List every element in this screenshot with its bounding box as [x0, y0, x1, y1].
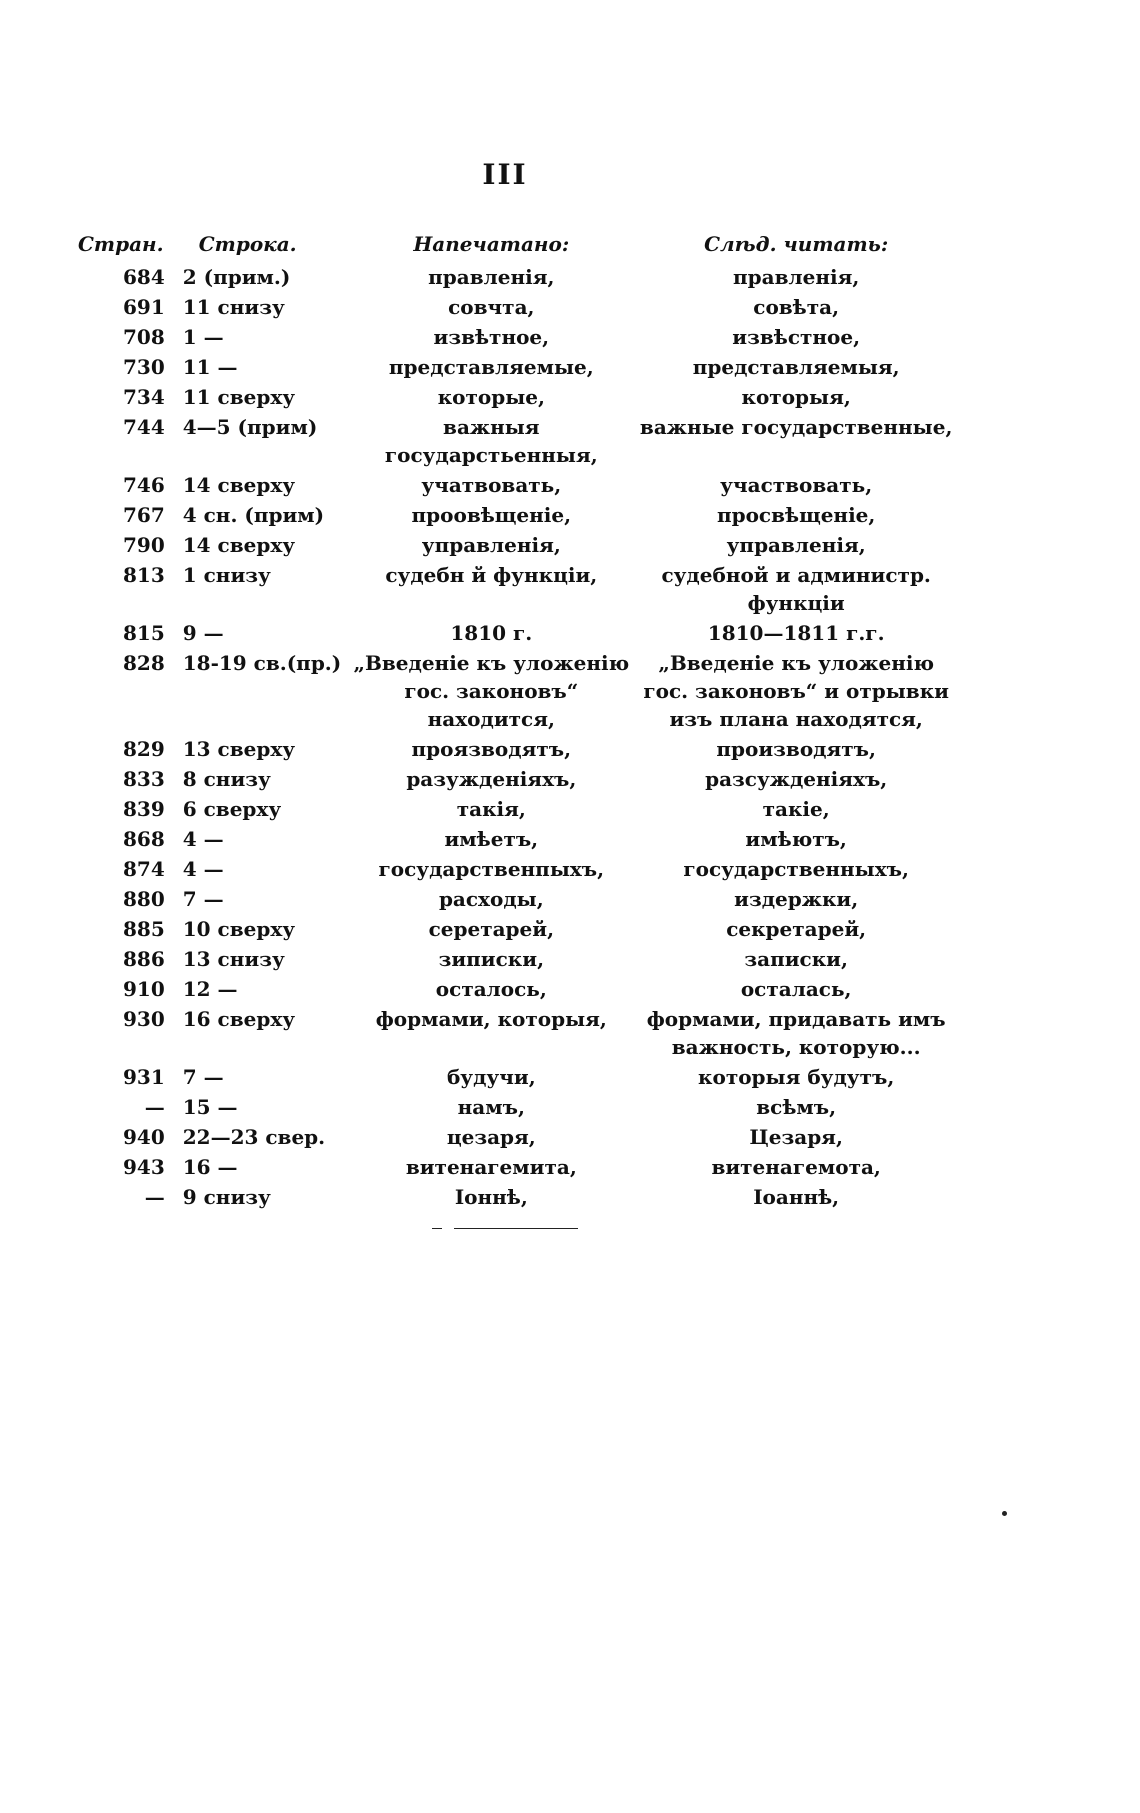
- errata-line: 4 сн. (прим): [182, 503, 325, 527]
- errata-line: 1 —: [182, 325, 224, 349]
- errata-printed: зиписки,: [438, 947, 545, 971]
- errata-read: просвѣщеніе,: [716, 503, 876, 527]
- errata-line: 13 снизу: [182, 947, 285, 971]
- errata-row: [78, 794, 958, 824]
- errata-page: 868: [123, 827, 165, 851]
- errata-line: 6 сверху: [182, 797, 282, 821]
- errata-printed: учатвовать,: [421, 473, 562, 497]
- errata-page: 943: [123, 1155, 165, 1179]
- errata-printed: имѣетъ,: [444, 827, 539, 851]
- header-read: Слѣд. читать:: [704, 232, 889, 256]
- errata-page: 746: [123, 473, 165, 497]
- errata-printed: „Введеніе къ уложенію гос. законовъ“ находится,: [353, 651, 630, 731]
- errata-page: 828: [123, 651, 165, 675]
- errata-line: 7 —: [182, 887, 224, 911]
- header-printed: Напечатано:: [413, 232, 570, 256]
- errata-read: осталась,: [740, 977, 852, 1001]
- errata-line: 14 сверху: [182, 533, 296, 557]
- errata-page: —: [144, 1185, 165, 1209]
- errata-row: [78, 854, 958, 884]
- errata-line: 15 —: [182, 1095, 238, 1119]
- errata-row: [78, 1122, 958, 1152]
- errata-line: 11 снизу: [182, 295, 285, 319]
- errata-row: [78, 1062, 958, 1092]
- errata-page: 813: [123, 563, 165, 587]
- errata-row: [78, 500, 958, 530]
- errata-row: [78, 764, 958, 794]
- errata-read: секретарей,: [726, 917, 867, 941]
- errata-read: совѣта,: [753, 295, 840, 319]
- end-separator-gap: [442, 1228, 454, 1231]
- errata-row: [78, 1182, 958, 1212]
- errata-read: „Введеніе къ уложенію гос. законовъ“ и отрывки изъ плана находятся,: [643, 651, 949, 731]
- errata-line: 1 снизу: [182, 563, 271, 587]
- errata-read: которыя,: [741, 385, 851, 409]
- errata-read: формами, придавать имъ важность, которую...: [646, 1007, 946, 1059]
- errata-page: 910: [123, 977, 165, 1001]
- errata-page: 833: [123, 767, 165, 791]
- errata-page: 734: [123, 385, 165, 409]
- errata-page: 767: [123, 503, 165, 527]
- errata-line: 18-19 св.(пр.): [182, 651, 342, 675]
- errata-read: государственныхъ,: [683, 857, 909, 881]
- errata-read: важные государственные,: [639, 415, 953, 439]
- errata-line: 12 —: [182, 977, 238, 1001]
- errata-body: [78, 262, 958, 1212]
- errata-page: 930: [123, 1007, 165, 1031]
- errata-printed: представляемые,: [388, 355, 594, 379]
- errata-row: [78, 1004, 958, 1062]
- errata-read: которыя будутъ,: [698, 1065, 895, 1089]
- errata-printed: судебн й функціи,: [385, 563, 598, 587]
- errata-printed: проязводятъ,: [411, 737, 572, 761]
- errata-printed: которые,: [437, 385, 545, 409]
- errata-line: 10 сверху: [182, 917, 296, 941]
- errata-page: —: [144, 1095, 165, 1119]
- errata-page: 940: [123, 1125, 165, 1149]
- errata-line: 4 —: [182, 827, 224, 851]
- errata-line: 14 сверху: [182, 473, 296, 497]
- errata-read: представляемыя,: [692, 355, 900, 379]
- errata-page: 815: [123, 621, 165, 645]
- errata-header-row: [78, 230, 958, 262]
- errata-row: [78, 974, 958, 1004]
- header-line: Строка.: [198, 232, 297, 256]
- errata-read: записки,: [744, 947, 848, 971]
- errata-read: управленія,: [726, 533, 866, 557]
- errata-printed: разужденіяхъ,: [406, 767, 577, 791]
- errata-row: [78, 262, 958, 292]
- errata-printed: проовѣщеніе,: [411, 503, 572, 527]
- errata-row: [78, 322, 958, 352]
- errata-page: 744: [123, 415, 165, 439]
- errata-line: 11 сверху: [182, 385, 296, 409]
- errata-printed: 1810 г.: [450, 621, 533, 645]
- errata-printed: серетарей,: [428, 917, 555, 941]
- errata-line: 9 снизу: [182, 1185, 271, 1209]
- errata-page: 886: [123, 947, 165, 971]
- errata-line: 16 —: [182, 1155, 238, 1179]
- errata-row: [78, 1092, 958, 1122]
- errata-line: 22—23 свер.: [182, 1125, 326, 1149]
- errata-row: [78, 470, 958, 500]
- errata-read: производятъ,: [716, 737, 876, 761]
- errata-line: 7 —: [182, 1065, 224, 1089]
- errata-printed: цезаря,: [446, 1125, 536, 1149]
- errata-row: [78, 914, 958, 944]
- errata-page: 790: [123, 533, 165, 557]
- errata-read: имѣютъ,: [745, 827, 847, 851]
- errata-line: 16 сверху: [182, 1007, 296, 1031]
- errata-page: 931: [123, 1065, 165, 1089]
- errata-printed: совчта,: [448, 295, 535, 319]
- errata-row: [78, 382, 958, 412]
- errata-printed: такія,: [456, 797, 526, 821]
- errata-read: Іоаннѣ,: [753, 1185, 840, 1209]
- errata-page: 730: [123, 355, 165, 379]
- errata-row: [78, 292, 958, 322]
- errata-row: [78, 618, 958, 648]
- errata-read: 1810—1811 г.г.: [707, 621, 885, 645]
- errata-page: 874: [123, 857, 165, 881]
- errata-read: витенагемота,: [711, 1155, 881, 1179]
- errata-row: [78, 560, 958, 618]
- errata-row: [78, 412, 958, 470]
- errata-page: 829: [123, 737, 165, 761]
- errata-line: 11 —: [182, 355, 238, 379]
- errata-row: [78, 1152, 958, 1182]
- errata-read: Цезаря,: [749, 1125, 843, 1149]
- errata-read: извѣстное,: [732, 325, 861, 349]
- errata-page: 691: [123, 295, 165, 319]
- errata-line: 9 —: [182, 621, 224, 645]
- errata-read: разсужденіяхъ,: [705, 767, 888, 791]
- page-number: III: [482, 158, 528, 191]
- errata-row: [78, 734, 958, 764]
- errata-page: 880: [123, 887, 165, 911]
- errata-page: 708: [123, 325, 165, 349]
- errata-page: 885: [123, 917, 165, 941]
- errata-line: 8 снизу: [182, 767, 271, 791]
- errata-printed: формами, которыя,: [375, 1007, 607, 1031]
- errata-read: издержки,: [734, 887, 859, 911]
- errata-page: 839: [123, 797, 165, 821]
- errata-read: всѣмъ,: [756, 1095, 837, 1119]
- errata-read: судебной и администр. функціи: [661, 563, 931, 615]
- errata-row: [78, 648, 958, 734]
- errata-page: 684: [123, 265, 165, 289]
- errata-printed: государственпыхъ,: [378, 857, 605, 881]
- errata-line: 4 —: [182, 857, 224, 881]
- stray-ink-dot: [1002, 1511, 1007, 1516]
- errata-printed: важныя государстьенныя,: [384, 415, 598, 467]
- errata-table: [78, 230, 958, 1212]
- header-page: Стран.: [78, 232, 164, 256]
- errata-printed: намъ,: [457, 1095, 525, 1119]
- errata-read: такіе,: [762, 797, 830, 821]
- errata-printed: расходы,: [438, 887, 544, 911]
- errata-printed: витенагемита,: [405, 1155, 577, 1179]
- errata-read: правленія,: [733, 265, 860, 289]
- errata-printed: извѣтное,: [433, 325, 550, 349]
- errata-row: [78, 530, 958, 560]
- errata-read: участвовать,: [720, 473, 873, 497]
- errata-row: [78, 352, 958, 382]
- errata-printed: управленія,: [421, 533, 561, 557]
- errata-printed: правленія,: [428, 265, 555, 289]
- errata-printed: осталось,: [435, 977, 547, 1001]
- errata-row: [78, 884, 958, 914]
- errata-line: 13 сверху: [182, 737, 296, 761]
- errata-printed: Іоннѣ,: [454, 1185, 528, 1209]
- errata-line: 4—5 (прим): [182, 415, 318, 439]
- errata-row: [78, 824, 958, 854]
- errata-printed: будучи,: [446, 1065, 536, 1089]
- errata-line: 2 (прим.): [182, 265, 291, 289]
- errata-row: [78, 944, 958, 974]
